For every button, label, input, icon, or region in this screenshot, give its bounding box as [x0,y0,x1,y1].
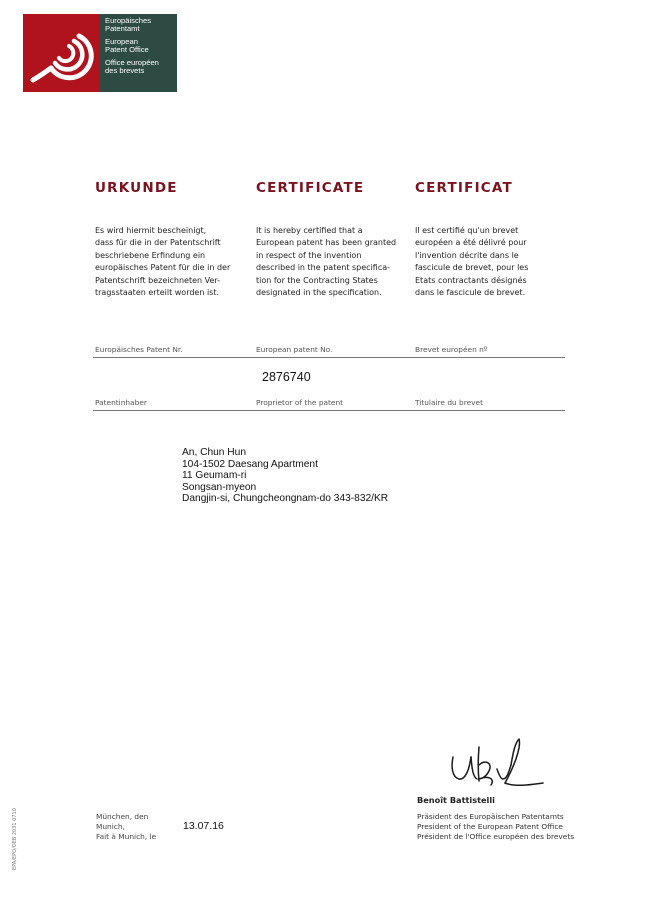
logo-line: Office européen [105,58,159,67]
divider [93,410,565,411]
paragraph-line: européen a été délivré pour [415,238,527,248]
paragraph-line: described in the patent specifica- [256,263,391,273]
signatory-title-line: Präsident des Europäischen Patentamts [417,812,564,821]
paragraph-line: European patent has been granted [256,238,397,248]
paragraph-line: in respect of the invention [256,250,362,260]
logo-line: des brevets [105,66,145,75]
logo-line: Patentamt [105,24,140,33]
signatory-title-line: President of the European Patent Office [417,822,563,832]
epo-logo-mark-icon [23,14,100,92]
signatory-title-line: Président de l'Office européen des brevets [417,832,575,842]
proprietor-address [182,447,388,505]
divider [93,357,565,358]
logo-line: European [105,37,138,46]
address-line: Dangjin-si, Chungcheongnam-do 343-832/KR [182,493,389,505]
paragraph-line: Patentschrift bezeichneten Ver- [95,275,221,285]
paragraph-line: beschriebene Erfindung ein [95,250,206,260]
paragraph-line: Es wird hiermit bescheinigt, [95,226,207,235]
proprietor-label-fr: Titulaire du brevet [415,398,483,407]
paragraph-line: europäisches Patent für die in der [95,263,231,273]
handwritten-signature [445,735,555,795]
paragraph-de [95,225,230,299]
address-line: 104-1502 Daesang Apartment [182,458,318,470]
issue-date: 13.07.16 [183,820,224,832]
heading-certificate: CERTIFICATE [256,180,365,196]
heading-certificat: CERTIFICAT [415,180,513,196]
paragraph-line: tragsstaaten erteilt worden ist. [95,288,220,298]
patent-label-de: Europäisches Patent Nr. [95,345,183,354]
paragraph-fr [415,225,528,299]
address-line: Songsan-myeon [182,481,257,493]
form-code: EPA/EPO/OEB 2031 0710 [12,808,18,870]
patent-label-fr: Brevet européen nº [415,345,488,354]
place-line: Fait à Munich, le [96,832,157,842]
logo-line: Patent Office [105,45,149,54]
signatory-title [417,812,574,843]
place-line: München, den [96,812,149,821]
paragraph-line: tion for the Contracting States [256,275,378,285]
logo-line: Europäisches [105,16,152,25]
patent-label-en: European patent No. [256,345,333,354]
place-line: Munich, [96,822,125,832]
address-line: An, Chun Hun [182,447,246,458]
signatory-name: Benoît Battistelli [417,795,495,805]
paragraph-line: It is hereby certified that a [256,226,363,235]
epo-logo [23,14,177,92]
paragraph-line: l'invention décrite dans le [415,250,519,260]
paragraph-line: dans le fascicule de brevet. [415,288,526,298]
paragraph-line: fascicule de brevet, pour les [415,263,529,273]
epo-logo-text-panel [100,14,177,92]
paragraph-line: Etats contractants désignés [415,275,527,285]
patent-number: 2876740 [262,370,311,384]
proprietor-label-en: Proprietor of the patent [256,398,344,407]
heading-urkunde: URKUNDE [95,180,178,196]
proprietor-label-de: Patentinhaber [95,398,147,407]
paragraph-en [256,225,396,299]
paragraph-line: dass für die in der Patentschrift [95,238,221,248]
paragraph-line: designated in the specification. [256,288,382,298]
issue-place [96,812,156,843]
paragraph-line: Il est certifié qu'un brevet [415,226,519,235]
address-line: 11 Geumam-ri [182,470,247,482]
